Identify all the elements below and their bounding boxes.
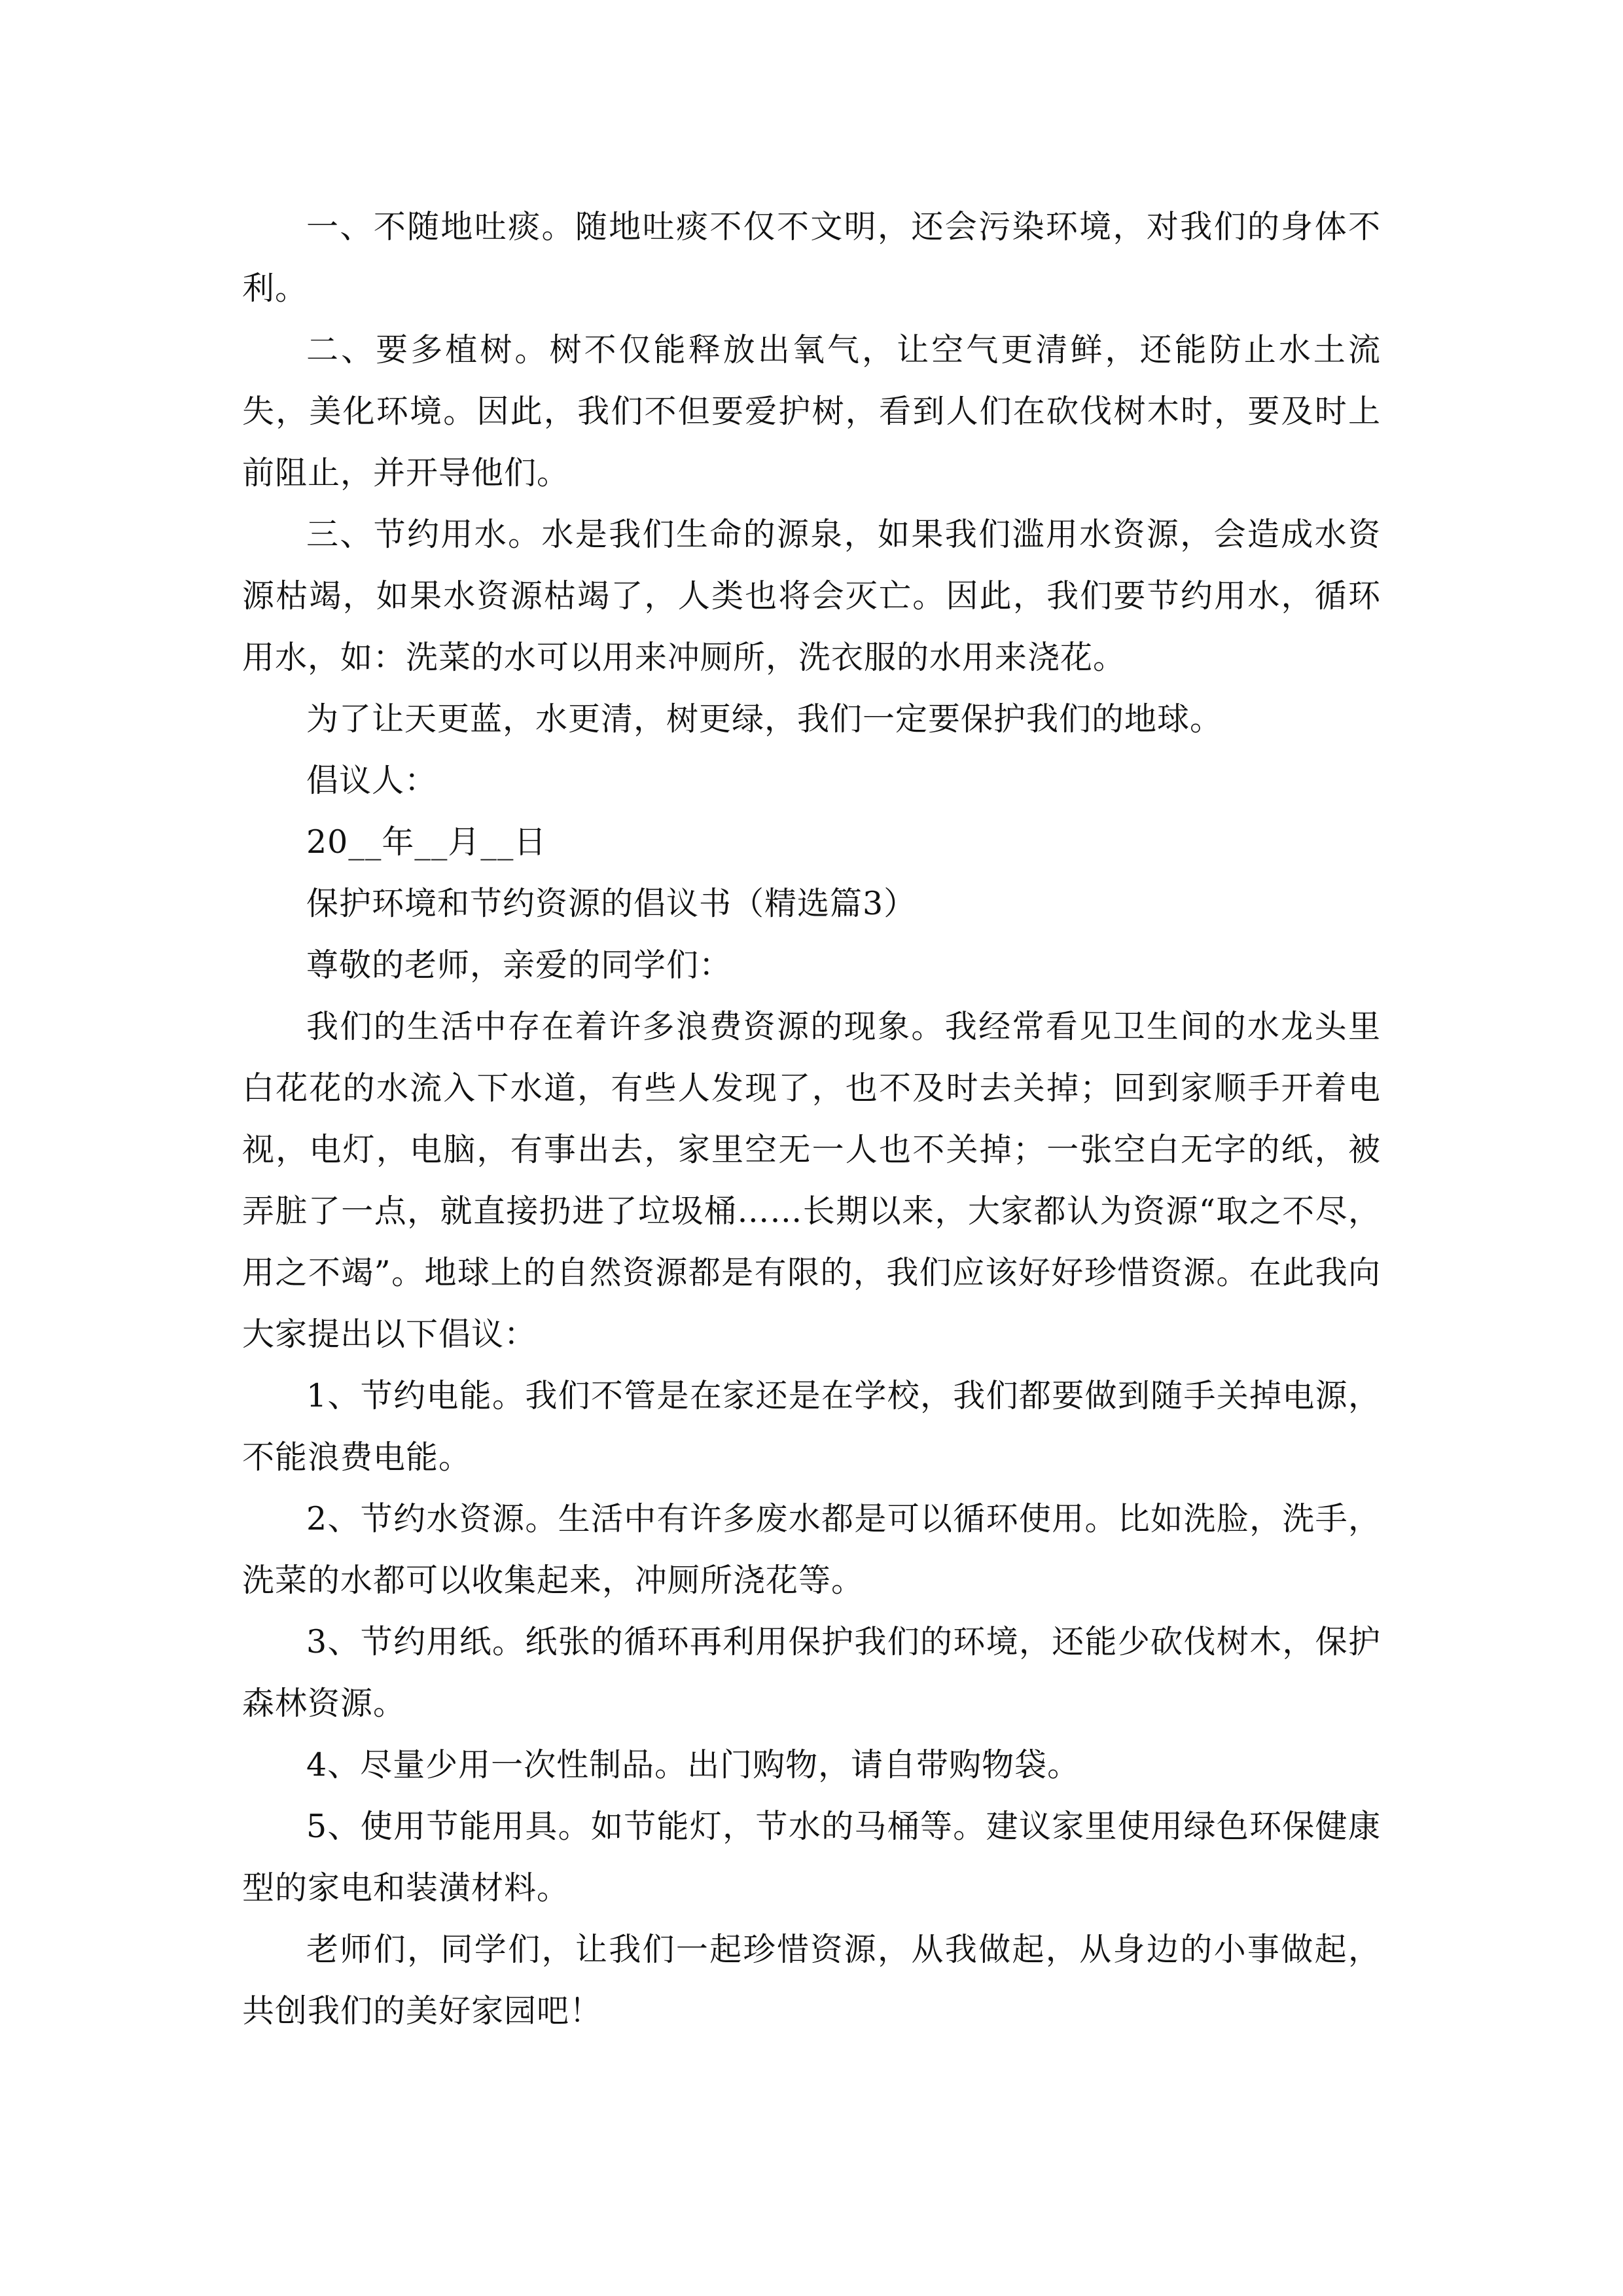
paragraph-date: 20__年__月__日 bbox=[306, 823, 547, 861]
paragraph-closing: 老师们，同学们，让我们一起珍惜资源，从我做起，从身边的小事做起，共创我们的美好家园吧！ bbox=[242, 1931, 1381, 2030]
document-body bbox=[242, 196, 1381, 2042]
paragraph-salutation: 尊敬的老师，亲爱的同学们： bbox=[306, 946, 732, 984]
paragraph-item-2: 2、节约水资源。生活中有许多废水都是可以循环使用。比如洗脸，洗手，洗菜的水都可以收集起来，冲厕所浇花等。 bbox=[242, 1500, 1381, 1599]
section-title: 保护环境和节约资源的倡议书（精选篇3） bbox=[306, 885, 917, 922]
paragraph-plant-trees: 二、要多植树。树不仅能释放出氧气，让空气更清鲜，还能防止水土流失，美化环境。因此，我们不但要爱护树，看到人们在砍伐树木时，要及时上前阻止，并开导他们。 bbox=[242, 331, 1381, 492]
paragraph-intro: 我们的生活中存在着许多浪费资源的现象。我经常看见卫生间的水龙头里白花花的水流入下水道，有些人发现了，也不及时去关掉；回到家顺手开着电视，电灯，电脑，有事出去，家里空无一人也不关掉；一张空白无字的纸，被弄脏了一点，就直接扔进了垃圾桶……长期以来，大家都认为资源“取之不尽，用之不竭”。地球上的自然资源都是有限的，我们应该好好珍惜资源。在此我向大家提出以下倡议： bbox=[242, 1008, 1381, 1353]
paragraph-item-4: 4、尽量少用一次性制品。出门购物，请自带购物袋。 bbox=[306, 1746, 1080, 1784]
paragraph-initiator: 倡议人： bbox=[306, 762, 438, 799]
paragraph-item-1: 1、节约电能。我们不管是在家还是在学校，我们都要做到随手关掉电源，不能浪费电能。 bbox=[242, 1377, 1381, 1476]
paragraph-item-5: 5、使用节能用具。如节能灯，节水的马桶等。建议家里使用绿色环保健康型的家电和装潢材料。 bbox=[242, 1808, 1381, 1907]
paragraph-protect-earth: 为了让天更蓝，水更清，树更绿，我们一定要保护我们的地球。 bbox=[306, 700, 1223, 738]
paragraph-no-spitting: 一、不随地吐痰。随地吐痰不仅不文明，还会污染环境，对我们的身体不利。 bbox=[242, 208, 1381, 307]
paragraph-save-water: 三、节约用水。水是我们生命的源泉，如果我们滥用水资源，会造成水资源枯竭，如果水资源枯竭了，人类也将会灭亡。因此，我们要节约用水，循环用水，如：洗菜的水可以用来冲厕所，洗衣服的水用来浇花。 bbox=[242, 516, 1381, 676]
paragraph-item-3: 3、节约用纸。纸张的循环再利用保护我们的环境，还能少砍伐树木，保护森林资源。 bbox=[242, 1623, 1381, 1722]
